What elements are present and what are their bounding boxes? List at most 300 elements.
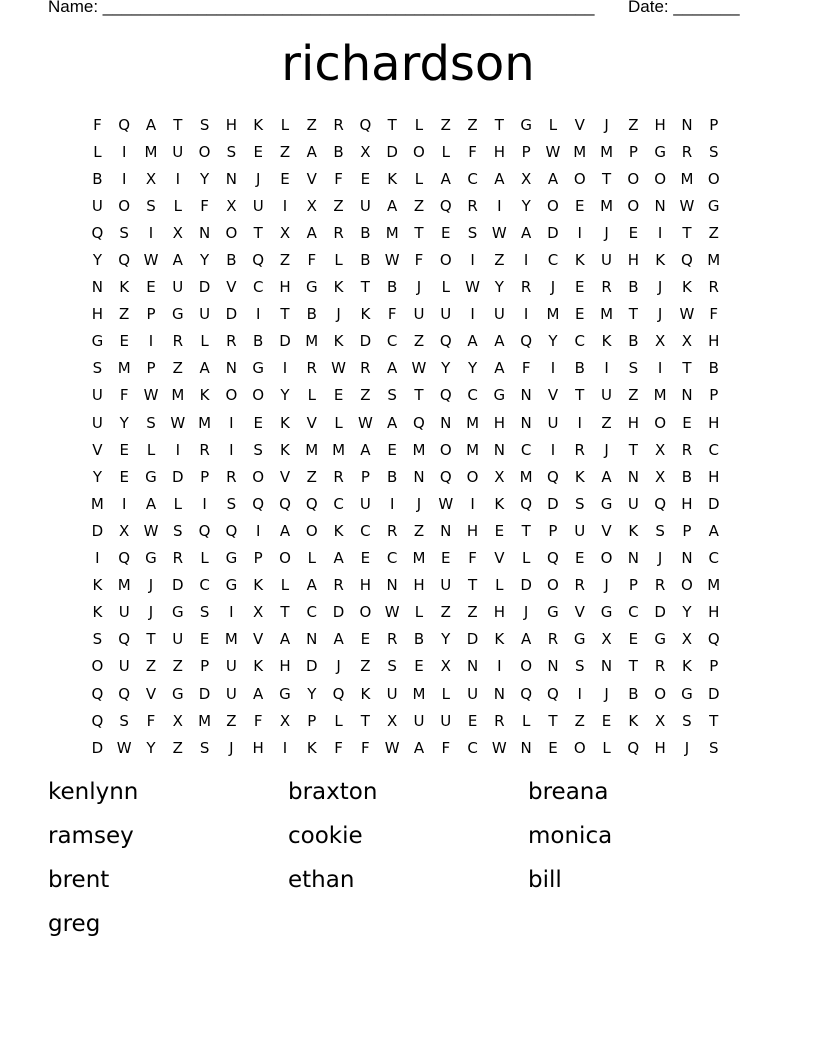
- grid-letter: Y: [441, 630, 451, 649]
- grid-letter: X: [654, 711, 666, 730]
- grid-row: [84, 572, 727, 599]
- grid-letter: D: [198, 684, 211, 703]
- grid-letter: J: [416, 278, 422, 297]
- grid-letter: M: [385, 223, 399, 242]
- grid-letter: N: [520, 386, 532, 405]
- grid-letter: Q: [681, 251, 693, 270]
- grid-letter: O: [225, 223, 238, 242]
- grid-letter: Q: [305, 494, 318, 513]
- grid-letter: M: [600, 142, 614, 161]
- grid-letter: U: [467, 684, 479, 703]
- grid-letter: Q: [547, 549, 559, 568]
- grid-letter: D: [547, 494, 559, 513]
- grid-letter: H: [359, 576, 371, 595]
- grid-letter: J: [604, 223, 609, 242]
- grid-letter: L: [173, 196, 182, 215]
- grid-letter: A: [494, 332, 505, 351]
- grid-letter: G: [654, 142, 666, 161]
- grid-letter: D: [707, 684, 720, 703]
- grid-letter: S: [655, 521, 665, 540]
- grid-letter: S: [253, 440, 263, 459]
- date-field-label: Date: _______: [628, 0, 740, 16]
- grid-letter: W: [438, 494, 454, 513]
- grid-letter: J: [657, 278, 663, 297]
- grid-letter: L: [334, 251, 343, 270]
- grid-letter: U: [627, 494, 639, 513]
- grid-letter: M: [466, 440, 480, 459]
- grid-letter: L: [602, 738, 611, 757]
- grid-letter: Z: [413, 332, 425, 351]
- grid-letter: P: [521, 142, 531, 161]
- grid-letter: L: [307, 549, 316, 568]
- grid-letter: C: [547, 251, 559, 270]
- grid-letter: M: [117, 359, 131, 378]
- grid-letter: U: [413, 711, 425, 730]
- grid-letter: W: [116, 738, 132, 757]
- grid-letter: U: [118, 603, 130, 622]
- grid-letter: X: [360, 142, 371, 161]
- grid-letter: C: [574, 332, 585, 351]
- grid-letter: V: [306, 169, 317, 188]
- grid-letter: B: [628, 332, 639, 351]
- grid-letter: Q: [520, 332, 533, 351]
- grid-letter: B: [360, 223, 371, 242]
- grid-letter: I: [121, 142, 127, 161]
- grid-letter: I: [577, 413, 582, 432]
- grid-letter: E: [253, 142, 263, 161]
- grid-letter: R: [574, 440, 585, 459]
- grid-letter: T: [628, 305, 638, 324]
- grid-letter: E: [441, 549, 451, 568]
- grid-letter: J: [657, 549, 663, 568]
- grid-letter: G: [600, 603, 613, 622]
- grid-letter: K: [199, 386, 210, 405]
- grid-letter: T: [173, 115, 183, 134]
- grid-letter: E: [601, 711, 612, 730]
- grid-letter: N: [627, 549, 639, 568]
- grid-letter: E: [119, 467, 129, 486]
- grid-letter: P: [146, 305, 156, 324]
- grid-row: [84, 517, 727, 544]
- grid-letter: O: [573, 738, 586, 757]
- grid-letter: H: [708, 413, 720, 432]
- grid-letter: A: [521, 630, 532, 649]
- grid-letter: B: [253, 332, 264, 351]
- grid-letter: B: [387, 467, 398, 486]
- grid-letter: Y: [521, 196, 531, 215]
- grid-letter: G: [145, 467, 157, 486]
- grid-letter: Z: [226, 711, 237, 730]
- grid-letter: R: [467, 196, 478, 215]
- grid-row: [84, 382, 727, 409]
- grid-letter: N: [547, 657, 559, 676]
- grid-letter: R: [386, 521, 398, 540]
- grid-letter: Z: [413, 196, 425, 215]
- grid-letter: I: [202, 494, 207, 513]
- grid-letter: J: [229, 738, 234, 757]
- grid-letter: C: [467, 738, 478, 757]
- grid-letter: T: [628, 440, 638, 459]
- grid-letter: M: [305, 332, 319, 351]
- grid-letter: X: [654, 332, 666, 351]
- grid-letter: X: [681, 630, 693, 649]
- grid-letter: C: [520, 440, 532, 459]
- grid-letter: E: [253, 413, 263, 432]
- grid-letter: L: [495, 576, 504, 595]
- grid-letter: K: [306, 738, 317, 757]
- grid-letter: Q: [439, 386, 452, 405]
- grid-row: [84, 653, 727, 680]
- grid-letter: D: [172, 576, 184, 595]
- grid-letter: A: [172, 251, 183, 270]
- grid-letter: U: [601, 386, 613, 405]
- grid-letter: O: [252, 386, 265, 405]
- grid-letter: R: [574, 576, 585, 595]
- grid-letter: E: [119, 332, 129, 351]
- grid-letter: R: [306, 359, 317, 378]
- grid-letter: I: [229, 440, 234, 459]
- grid-letter: G: [91, 332, 104, 351]
- grid-letter: D: [172, 467, 184, 486]
- grid-letter: T: [360, 711, 370, 730]
- grid-letter: E: [467, 711, 478, 730]
- grid-letter: U: [574, 521, 586, 540]
- grid-letter: S: [146, 196, 156, 215]
- grid-letter: N: [493, 440, 505, 459]
- grid-letter: A: [145, 115, 157, 134]
- grid-letter: J: [523, 603, 529, 622]
- grid-letter: A: [306, 142, 317, 161]
- grid-letter: A: [601, 467, 612, 486]
- grid-letter: C: [199, 576, 210, 595]
- grid-letter: H: [708, 603, 720, 622]
- grid-letter: N: [440, 521, 452, 540]
- grid-letter: A: [360, 440, 371, 459]
- grid-letter: Q: [198, 521, 211, 540]
- grid-letter: X: [387, 711, 398, 730]
- grid-letter: N: [440, 413, 452, 432]
- grid-letter: S: [92, 359, 103, 378]
- grid-letter: M: [117, 576, 131, 595]
- grid-letter: B: [413, 630, 425, 649]
- grid-letter: E: [280, 169, 290, 188]
- grid-letter: V: [145, 684, 157, 703]
- grid-letter: L: [200, 332, 209, 351]
- grid-row: [84, 409, 727, 436]
- grid-letter: Z: [172, 657, 183, 676]
- grid-letter: L: [200, 549, 209, 568]
- grid-letter: Z: [413, 521, 425, 540]
- grid-letter: Z: [467, 115, 478, 134]
- grid-letter: Z: [467, 603, 478, 622]
- grid-letter: V: [92, 440, 103, 459]
- grid-letter: S: [708, 738, 719, 757]
- grid-letter: C: [708, 440, 719, 459]
- grid-letter: B: [92, 169, 103, 188]
- word-list-item: cookie: [288, 823, 363, 849]
- grid-letter: V: [547, 386, 559, 405]
- word-list-item: greg: [48, 911, 101, 937]
- grid-letter: F: [361, 738, 370, 757]
- grid-letter: U: [359, 494, 371, 513]
- grid-letter: G: [573, 630, 586, 649]
- grid-letter: V: [601, 521, 612, 540]
- word-list-item: monica: [528, 823, 613, 849]
- grid-letter: J: [604, 115, 609, 134]
- grid-letter: A: [521, 223, 532, 242]
- grid-letter: Z: [440, 603, 451, 622]
- grid-letter: A: [440, 169, 451, 188]
- grid-letter: A: [333, 630, 344, 649]
- grid-letter: F: [414, 251, 424, 270]
- grid-letter: I: [255, 521, 261, 540]
- grid-letter: O: [627, 169, 640, 188]
- grid-letter: K: [655, 251, 666, 270]
- grid-letter: I: [550, 359, 556, 378]
- grid-letter: R: [333, 576, 344, 595]
- grid-letter: Y: [200, 169, 210, 188]
- grid-letter: T: [601, 169, 612, 188]
- grid-letter: N: [681, 549, 693, 568]
- grid-letter: G: [654, 630, 666, 649]
- grid-letter: K: [601, 332, 612, 351]
- grid-letter: X: [119, 521, 130, 540]
- grid-letter: D: [225, 305, 238, 324]
- grid-letter: M: [707, 576, 721, 595]
- grid-letter: B: [574, 359, 585, 378]
- grid-letter: O: [359, 603, 372, 622]
- grid-letter: J: [336, 657, 341, 676]
- grid-letter: G: [600, 494, 613, 513]
- grid-letter: Z: [440, 115, 451, 134]
- grid-letter: G: [225, 549, 238, 568]
- grid-letter: C: [333, 494, 344, 513]
- grid-letter: I: [148, 332, 154, 351]
- grid-letter: R: [520, 278, 532, 297]
- grid-row: [84, 328, 727, 355]
- letter-grid: [84, 111, 727, 761]
- grid-letter: C: [467, 169, 478, 188]
- grid-letter: Z: [574, 711, 585, 730]
- grid-letter: J: [657, 305, 663, 324]
- grid-letter: H: [91, 305, 104, 324]
- grid-letter: K: [387, 169, 398, 188]
- grid-letter: T: [628, 657, 638, 676]
- grid-letter: D: [386, 142, 398, 161]
- grid-letter: V: [279, 467, 291, 486]
- grid-letter: G: [681, 684, 693, 703]
- grid-letter: O: [600, 549, 613, 568]
- grid-letter: V: [226, 278, 237, 297]
- grid-letter: A: [333, 549, 344, 568]
- grid-letter: U: [225, 657, 237, 676]
- grid-letter: R: [494, 711, 505, 730]
- grid-letter: V: [574, 115, 585, 134]
- grid-letter: S: [199, 738, 210, 757]
- grid-letter: W: [679, 196, 695, 215]
- grid-letter: U: [199, 305, 211, 324]
- grid-row: [84, 274, 727, 301]
- grid-letter: U: [359, 196, 371, 215]
- grid-letter: X: [172, 223, 183, 242]
- grid-letter: M: [573, 142, 587, 161]
- grid-letter: W: [357, 413, 373, 432]
- grid-letter: T: [387, 115, 397, 134]
- grid-letter: C: [306, 603, 318, 622]
- grid-letter: O: [118, 196, 131, 215]
- grid-letter: Q: [332, 684, 345, 703]
- grid-letter: Q: [118, 251, 131, 270]
- grid-letter: E: [387, 440, 397, 459]
- grid-letter: D: [466, 630, 479, 649]
- grid-letter: T: [521, 521, 531, 540]
- grid-row: [84, 355, 727, 382]
- grid-letter: U: [91, 386, 103, 405]
- grid-letter: L: [414, 115, 424, 134]
- grid-letter: N: [466, 657, 479, 676]
- grid-letter: O: [654, 413, 667, 432]
- grid-letter: X: [654, 467, 666, 486]
- grid-letter: T: [414, 223, 424, 242]
- grid-letter: I: [229, 413, 234, 432]
- grid-letter: L: [441, 142, 450, 161]
- grid-letter: H: [681, 494, 693, 513]
- grid-letter: O: [225, 386, 238, 405]
- grid-letter: S: [92, 630, 103, 649]
- grid-letter: I: [282, 359, 288, 378]
- grid-letter: X: [654, 440, 666, 459]
- grid-letter: G: [171, 305, 184, 324]
- grid-letter: Q: [225, 521, 238, 540]
- grid-letter: M: [653, 386, 667, 405]
- grid-letter: Q: [279, 494, 291, 513]
- grid-letter: E: [333, 386, 344, 405]
- grid-letter: B: [306, 305, 317, 324]
- grid-letter: S: [708, 142, 719, 161]
- grid-letter: Q: [118, 630, 131, 649]
- grid-letter: A: [467, 332, 478, 351]
- grid-letter: K: [280, 440, 290, 459]
- grid-letter: I: [95, 549, 100, 568]
- grid-letter: R: [172, 549, 183, 568]
- grid-letter: U: [225, 684, 237, 703]
- grid-letter: M: [198, 711, 212, 730]
- grid-letter: N: [681, 115, 693, 134]
- grid-letter: I: [470, 251, 475, 270]
- grid-letter: I: [604, 359, 609, 378]
- grid-letter: R: [681, 440, 693, 459]
- grid-letter: E: [360, 630, 371, 649]
- grid-letter: X: [279, 223, 291, 242]
- grid-letter: D: [91, 521, 104, 540]
- grid-letter: U: [172, 142, 184, 161]
- grid-letter: F: [119, 386, 129, 405]
- grid-letter: W: [545, 142, 561, 161]
- grid-letter: I: [657, 359, 663, 378]
- grid-letter: X: [681, 332, 693, 351]
- grid-letter: Q: [547, 467, 559, 486]
- grid-letter: E: [682, 413, 692, 432]
- grid-letter: Z: [306, 115, 317, 134]
- grid-letter: Q: [91, 711, 104, 730]
- grid-letter: I: [577, 223, 582, 242]
- grid-letter: P: [548, 521, 558, 540]
- grid-letter: F: [93, 115, 102, 134]
- grid-letter: F: [709, 305, 719, 324]
- grid-letter: H: [493, 413, 505, 432]
- grid-letter: D: [520, 576, 532, 595]
- grid-letter: G: [171, 603, 184, 622]
- grid-letter: O: [466, 467, 479, 486]
- grid-letter: B: [628, 684, 639, 703]
- grid-letter: S: [173, 521, 183, 540]
- grid-letter: M: [412, 684, 426, 703]
- grid-letter: K: [494, 494, 505, 513]
- grid-letter: E: [575, 278, 585, 297]
- grid-letter: G: [252, 359, 264, 378]
- grid-letter: A: [306, 223, 317, 242]
- grid-letter: E: [146, 278, 156, 297]
- grid-letter: B: [681, 467, 693, 486]
- grid-letter: W: [143, 386, 159, 405]
- grid-letter: P: [307, 711, 317, 730]
- grid-letter: B: [708, 359, 719, 378]
- grid-letter: O: [91, 657, 104, 676]
- grid-letter: L: [93, 142, 102, 161]
- grid-letter: Y: [494, 278, 504, 297]
- grid-letter: A: [253, 684, 264, 703]
- grid-letter: Q: [91, 684, 104, 703]
- grid-letter: M: [466, 413, 480, 432]
- grid-letter: P: [709, 386, 719, 405]
- grid-letter: L: [441, 684, 450, 703]
- grid-letter: F: [441, 738, 451, 757]
- grid-letter: Q: [91, 223, 104, 242]
- word-list-item: braxton: [288, 779, 378, 805]
- grid-letter: T: [146, 630, 156, 649]
- grid-letter: S: [574, 494, 585, 513]
- grid-letter: U: [601, 251, 613, 270]
- grid-letter: D: [332, 603, 345, 622]
- word-list-item: kenlynn: [48, 779, 139, 805]
- grid-letter: K: [92, 576, 103, 595]
- grid-letter: A: [387, 196, 398, 215]
- grid-letter: N: [198, 223, 211, 242]
- grid-letter: A: [494, 169, 505, 188]
- grid-letter: X: [306, 196, 317, 215]
- grid-letter: R: [226, 467, 237, 486]
- grid-letter: U: [386, 684, 398, 703]
- grid-row: [84, 436, 727, 463]
- grid-letter: T: [467, 576, 478, 595]
- grid-letter: Q: [547, 684, 559, 703]
- grid-letter: D: [359, 332, 372, 351]
- grid-letter: I: [470, 494, 475, 513]
- grid-letter: P: [360, 467, 370, 486]
- grid-letter: A: [494, 359, 505, 378]
- grid-letter: B: [226, 251, 237, 270]
- grid-letter: N: [413, 467, 425, 486]
- grid-letter: X: [494, 467, 505, 486]
- grid-letter: H: [466, 521, 479, 540]
- grid-letter: L: [280, 576, 290, 595]
- grid-letter: T: [414, 386, 424, 405]
- grid-row: [84, 680, 727, 707]
- grid-letter: L: [414, 169, 424, 188]
- grid-letter: H: [279, 657, 291, 676]
- grid-letter: A: [547, 169, 559, 188]
- grid-letter: N: [306, 630, 318, 649]
